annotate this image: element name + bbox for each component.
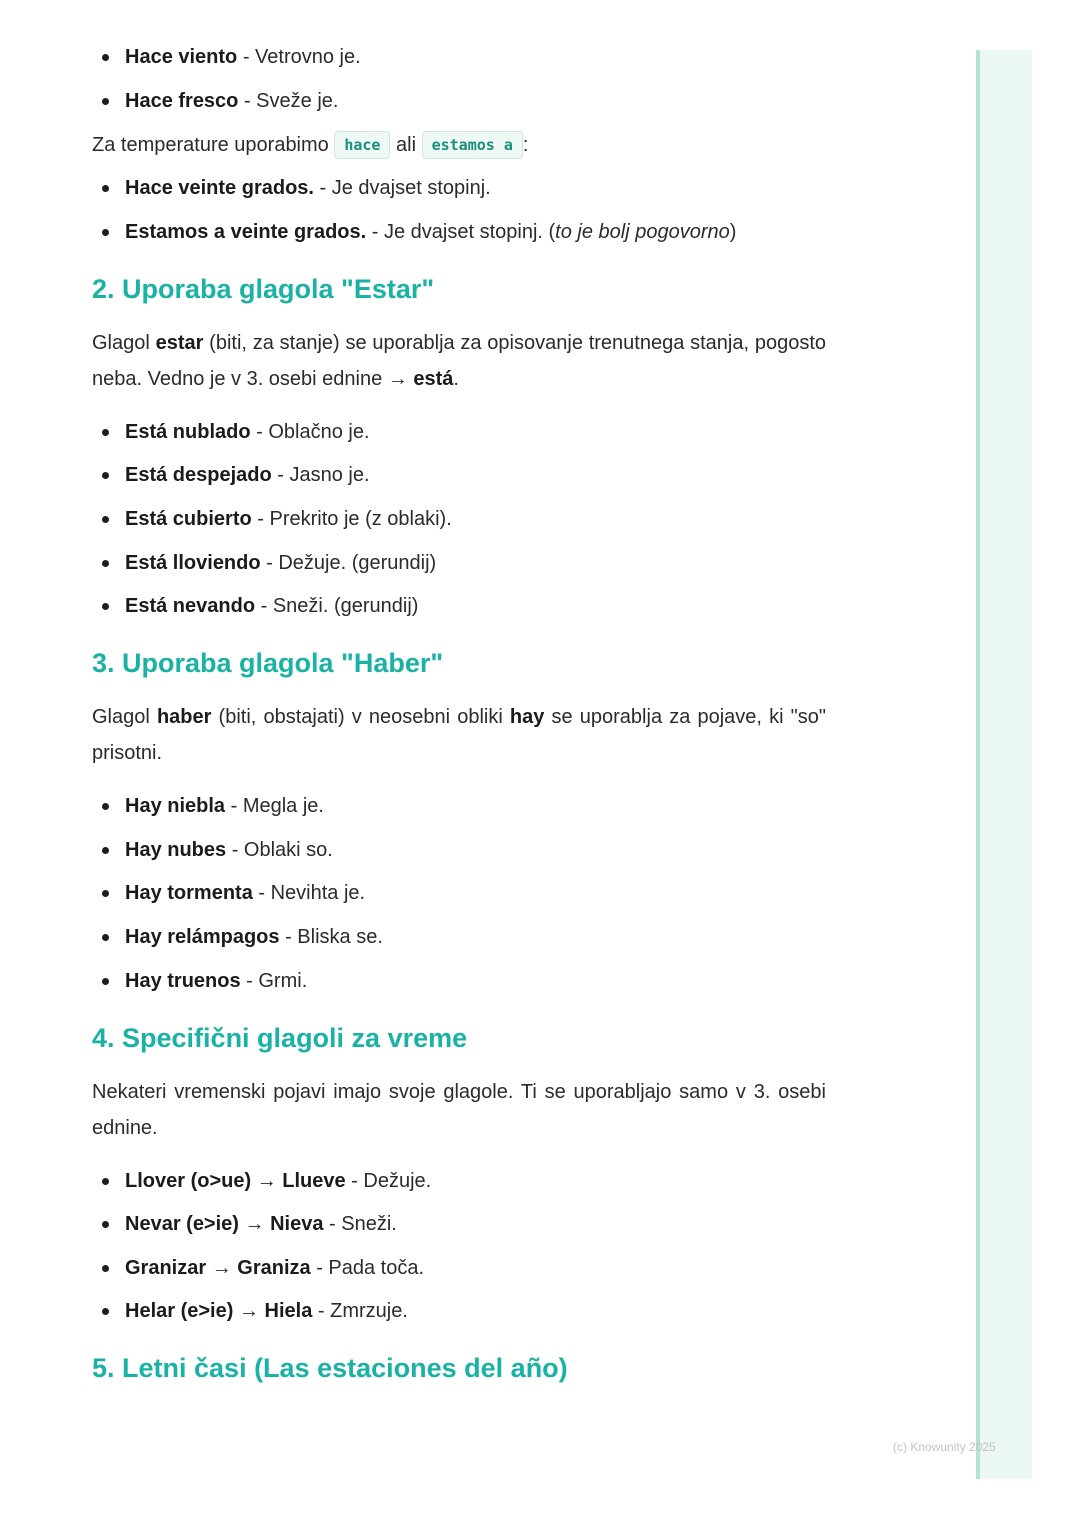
term: Hay nubes xyxy=(125,838,227,861)
text: Glagol xyxy=(92,331,156,354)
list-item xyxy=(92,924,826,950)
text: ) xyxy=(729,220,737,243)
term: Está nevando xyxy=(125,595,256,618)
translation: - Jasno je. xyxy=(271,464,370,487)
conjugated-form: Hiela xyxy=(264,1300,313,1323)
section-heading: 3. Uporaba glagola "Haber" xyxy=(92,648,444,679)
translation: - Je dvajset stopinj. ( xyxy=(366,220,556,243)
list-item xyxy=(92,1298,826,1324)
translation: - Grmi. xyxy=(240,969,308,992)
list-item xyxy=(92,793,826,819)
translation: - Je dvajset stopinj. xyxy=(313,177,491,200)
translation: - Nevihta je. xyxy=(252,882,366,905)
list-item xyxy=(92,462,826,488)
term: Hay truenos xyxy=(125,969,241,992)
code-hace: hace xyxy=(334,131,390,159)
section-paragraph xyxy=(92,699,826,771)
section-paragraph xyxy=(92,325,826,397)
translation: - Zmrzuje. xyxy=(312,1300,408,1323)
term: Hay niebla xyxy=(125,795,226,818)
translation: - Dežuje. xyxy=(345,1169,432,1192)
infinitive: Granizar xyxy=(125,1256,207,1279)
term: Estamos a veinte grados. xyxy=(125,220,367,243)
translation: - Megla je. xyxy=(225,795,324,818)
document-content xyxy=(92,44,826,1385)
wind-list xyxy=(92,44,826,114)
term: Hace viento xyxy=(125,46,238,68)
translation: - Prekrito je (z oblaki). xyxy=(251,507,452,530)
term: Hay relámpagos xyxy=(125,925,280,948)
term: Hace veinte grados. xyxy=(125,177,314,200)
infinitive: Llover (o>ue) xyxy=(125,1169,252,1192)
list-item xyxy=(92,44,826,70)
list-item xyxy=(92,419,826,445)
list-item xyxy=(92,175,826,201)
section-heading: 4. Specifični glagoli za vreme xyxy=(92,1022,468,1053)
note: to je bolj pogovorno xyxy=(555,220,730,243)
copyright-notice: (c) Knowunity 2025 xyxy=(893,1440,996,1454)
text: (biti, obstajati) v neosebni obliki xyxy=(211,706,510,729)
text: : xyxy=(522,134,529,157)
translation: - Dežuje. (gerundij) xyxy=(260,551,437,574)
text: . xyxy=(453,367,459,390)
translation: - Sneži. (gerundij) xyxy=(255,595,419,618)
section-paragraph: Nekateri vremenski pojavi imajo svoje glagole. Ti se uporabljajo samo v 3. osebi ednine. xyxy=(92,1080,826,1139)
term: hay xyxy=(509,706,545,729)
arrow: → xyxy=(238,1213,271,1236)
term: está xyxy=(413,367,454,390)
term: Hay tormenta xyxy=(125,882,253,905)
term: Está nublado xyxy=(125,420,251,443)
arrow: → xyxy=(251,1169,283,1192)
term: estar xyxy=(155,331,204,354)
translation: - Bliska se. xyxy=(279,925,383,948)
list-item xyxy=(92,593,826,619)
arrow: → xyxy=(233,1300,265,1323)
infinitive: Helar (e>ie) xyxy=(125,1300,234,1323)
term: Hace fresco xyxy=(125,89,239,112)
term: haber xyxy=(156,706,212,729)
side-margin-bar xyxy=(976,50,1032,1479)
list-item xyxy=(92,1168,826,1194)
list-item xyxy=(92,1255,826,1281)
conjugated-form: Nieva xyxy=(270,1213,324,1236)
temperature-list xyxy=(92,175,826,245)
text: (biti, za stanje) se uporablja za opisovanje trenutnega stanja, pogosto neba. Vedno je v 3. osebi ednine → xyxy=(92,331,826,390)
haber-list xyxy=(92,793,826,993)
conjugated-form: Graniza xyxy=(237,1256,311,1279)
text: Glagol xyxy=(92,706,157,729)
infinitive: Nevar (e>ie) xyxy=(125,1213,239,1236)
code-estamos-a: estamos a xyxy=(422,131,523,159)
translation: - Sneži. xyxy=(323,1213,397,1236)
estar-list xyxy=(92,419,826,619)
arrow: → xyxy=(206,1256,238,1279)
list-item xyxy=(92,550,826,576)
translation: - Oblaki so. xyxy=(226,838,333,861)
term: Está cubierto xyxy=(125,507,252,530)
translation: - Sveže je. xyxy=(238,89,339,112)
weather-verbs-list xyxy=(92,1168,826,1325)
list-item xyxy=(92,1211,826,1237)
list-item xyxy=(92,506,826,532)
translation: - Vetrovno je. xyxy=(237,46,361,68)
list-item xyxy=(92,880,826,906)
text: ali xyxy=(390,134,422,157)
term: Está lloviendo xyxy=(125,551,261,574)
section-heading: 5. Letni časi (Las estaciones del año) xyxy=(92,1353,568,1384)
translation: - Oblačno je. xyxy=(250,420,370,443)
conjugated-form: Llueve xyxy=(282,1169,346,1192)
list-item xyxy=(92,219,826,245)
list-item xyxy=(92,88,826,114)
section-heading: 2. Uporaba glagola "Estar" xyxy=(92,273,435,304)
list-item xyxy=(92,837,826,863)
text: Za temperature uporabimo xyxy=(92,134,335,157)
list-item xyxy=(92,968,826,994)
temperature-intro xyxy=(92,127,826,163)
text: se uporablja za pojave, ki "so" prisotni. xyxy=(92,706,826,765)
term: Está despejado xyxy=(125,464,272,487)
translation: - Pada toča. xyxy=(310,1256,425,1279)
